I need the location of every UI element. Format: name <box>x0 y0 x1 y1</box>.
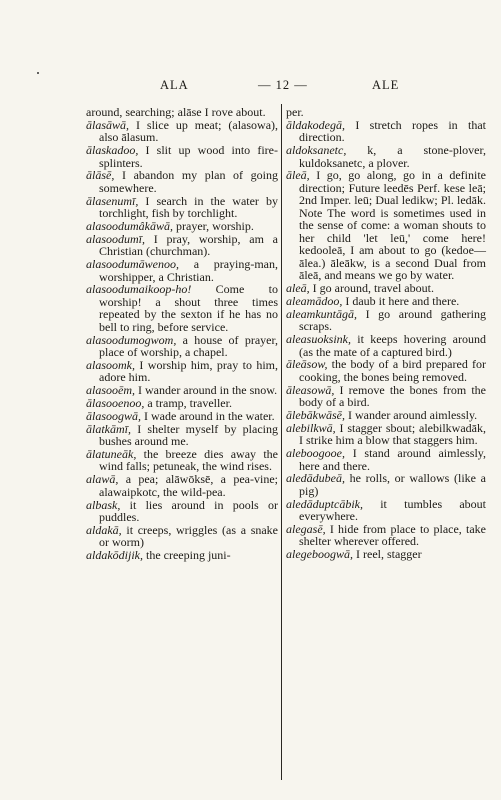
entry-headword: āldakodegā, <box>286 117 345 132</box>
dictionary-entry <box>86 423 278 448</box>
entry-definition: I pray, worship, am a Christian (churchman). <box>99 231 278 259</box>
entry-headword: ālatuneāk, <box>86 446 137 461</box>
entry-headword: aleamkuntāgā, <box>286 306 357 321</box>
dictionary-entry <box>286 523 486 548</box>
dictionary-entry <box>286 169 486 282</box>
dictionary-entry <box>286 447 486 472</box>
dictionary-entry <box>286 144 486 169</box>
entry-definition: a tramp, traveller. <box>147 396 232 411</box>
entry-definition: the creeping juni- <box>146 548 231 563</box>
entry-definition: I daub it here and there. <box>345 293 460 308</box>
entry-definition: k, a stone-plover, kuldoksanetc, a plover. <box>299 143 487 170</box>
entry-headword: alasooēm, <box>86 383 135 398</box>
dictionary-entry <box>86 384 278 397</box>
dictionary-entry <box>86 359 278 384</box>
entry-definition: I wander around aimlessly. <box>348 407 478 422</box>
entry-definition: he rolls, or wallows (like a pig) <box>299 471 486 498</box>
entry-definition: I wander around in the snow. <box>138 383 278 398</box>
dictionary-entry <box>286 358 486 383</box>
dictionary-entry <box>86 473 278 498</box>
dictionary-entry <box>86 397 278 410</box>
entry-headword: alasoodumogwom, <box>86 332 177 347</box>
entry-definition: I stand around aimlessly, here and there. <box>299 446 486 473</box>
entry-headword: aleā, <box>286 281 310 296</box>
dictionary-entry <box>286 548 486 561</box>
dictionary-entry <box>286 119 486 144</box>
entry-definition: Come to worship! a shout three times repeated by the sexton if he has no bell to ring, before service. <box>99 282 279 334</box>
dictionary-entry <box>86 106 278 119</box>
entry-headword: ālatkāmī, <box>86 421 131 436</box>
dictionary-entry <box>86 334 278 359</box>
entry-headword: alasoomk, <box>86 357 135 372</box>
dictionary-entry <box>286 295 486 308</box>
entry-definition: the body of a bird prepared for cooking, the bones being removed. <box>299 357 487 384</box>
entry-definition: I stretch ropes in that direction. <box>299 117 486 145</box>
dictionary-entry <box>86 119 278 144</box>
dictionary-entry <box>286 472 486 497</box>
entry-definition: a house of prayer, place of worship, a chapel. <box>99 332 279 360</box>
entry-headword: alegeboogwā, <box>286 547 353 562</box>
entry-headword: ālāsē, <box>86 168 115 183</box>
entry-headword: alebilkwā, <box>286 420 336 435</box>
entry-headword: āleāsow, <box>286 357 328 372</box>
entry-definition: I worship him, pray to him, adore him. <box>99 357 278 385</box>
dictionary-entry <box>86 144 278 169</box>
header-left-guide-word: ALA <box>160 78 189 92</box>
dictionary-entry <box>286 282 486 295</box>
entry-headword: aleboogooe, <box>286 446 345 461</box>
entry-headword: ālasooenoo, <box>86 396 145 411</box>
entry-headword: ālasoogwā, <box>86 408 142 423</box>
dictionary-entry <box>86 549 278 562</box>
entry-headword: aleamādoo, <box>286 293 343 308</box>
entry-definition: it keeps hovering around (as the mate of a captured bird.) <box>299 332 487 359</box>
left-column <box>86 106 278 562</box>
entry-headword: alasoodumaikoop-ho! <box>86 282 192 297</box>
entry-headword: aledādubeā, <box>286 471 345 486</box>
entry-headword: alasoodumī, <box>86 231 146 246</box>
entry-definition: I go around, travel about. <box>312 281 434 296</box>
entry-headword: albask, <box>86 497 121 512</box>
entry-headword: alasoodumāwenoo, <box>86 257 179 272</box>
entry-headword: aldakōdijik, <box>86 548 143 563</box>
entry-definition: I hide from place to place, take shelter wherever offered. <box>299 521 486 549</box>
entry-definition: I wade around in the water. <box>144 408 275 423</box>
dictionary-entry <box>86 499 278 524</box>
entry-definition: it tumbles about everywhere. <box>299 496 487 524</box>
entry-headword: alegasē, <box>286 521 326 536</box>
entry-definition: I stagger sbout; alebilkwadāk, I strike him a blow that staggers him. <box>299 420 486 448</box>
dictionary-entry <box>86 169 278 194</box>
entry-definition: I abandon my plan of going somewhere. <box>99 168 279 195</box>
entry-headword: āleasowā, <box>286 382 335 397</box>
entry-headword: alasoodumâkāwā, <box>86 218 173 233</box>
ink-speck <box>37 72 39 74</box>
running-header <box>0 78 501 94</box>
entry-headword: alawā, <box>86 472 119 487</box>
dictionary-entry <box>86 233 278 258</box>
entry-definition: I remove the bones from the body of a bird. <box>299 382 486 410</box>
dictionary-entry <box>286 498 486 523</box>
page-number: — 12 — <box>258 78 308 92</box>
dictionary-entry <box>86 410 278 423</box>
entry-headword: aleasuoksink, <box>286 332 351 347</box>
dictionary-entry <box>86 220 278 233</box>
entry-definition: I slit up wood into fire-splinters. <box>99 143 278 170</box>
entry-definition: I go around gathering scraps. <box>299 306 486 334</box>
dictionary-entry <box>86 448 278 473</box>
dictionary-entry <box>286 422 486 447</box>
column-rule <box>281 104 282 780</box>
entry-headword: ālebākwāsē, <box>286 407 345 422</box>
entry-headword: ālasāwā, <box>86 117 130 132</box>
dictionary-entry <box>286 333 486 358</box>
entry-definition: per. <box>286 105 304 119</box>
entry-headword: aldoksanetc, <box>286 143 347 158</box>
dictionary-entry <box>86 283 278 333</box>
dictionary-entry <box>86 258 278 283</box>
entry-definition: I go, go along, go in a definite direction; Future leedēs Perf. kese leā; 2nd Imper. leū; Dual ledikw; Pl. ledāk. Note The word is sometimes used in the sense of come: a woman shouts to her child 'let leū,' come here! kedooleā, I am about to go (kedoe—ālea.) āleākw, is a second Dual from āleā, and means we go by water. <box>299 168 486 283</box>
dictionary-entry <box>86 524 278 549</box>
entry-definition: I shelter myself by placing bushes around me. <box>99 421 279 449</box>
entry-definition: prayer, worship. <box>176 218 254 233</box>
entry-definition: a pea; alāwōksē, a pea-vine; alawaipkotc, the wild-pea. <box>99 472 278 499</box>
entry-headword: ālasenumī, <box>86 193 139 208</box>
dictionary-entry <box>286 384 486 409</box>
right-column <box>286 106 486 561</box>
entry-definition: I slice up meat; (alasowa), also ālasum. <box>99 117 279 145</box>
entry-definition: around, searching; alāse I rove about. <box>86 105 266 119</box>
entry-headword: āleā, <box>286 168 310 183</box>
dictionary-entry <box>86 195 278 220</box>
header-right-guide-word: ALE <box>372 78 400 92</box>
dictionary-entry <box>286 409 486 422</box>
entry-definition: it lies around in pools or puddles. <box>99 497 278 525</box>
entry-definition: I reel, stagger <box>356 547 422 562</box>
entry-headword: aledāduptcābik, <box>286 496 363 511</box>
entry-definition: a praying-man, worshipper, a Christian. <box>99 257 279 284</box>
dictionary-entry <box>286 106 486 119</box>
entry-headword: aldakā, <box>86 522 122 537</box>
entry-definition: it creeps, wriggles (as a snake or worm) <box>99 522 279 550</box>
dictionary-entry <box>286 308 486 333</box>
entry-definition: I search in the water by torchlight, fish by torchlight. <box>99 193 278 221</box>
entry-headword: ālaskadoo, <box>86 143 139 158</box>
entry-definition: the breeze dies away the wind falls; petuneak, the wind rises. <box>99 446 278 474</box>
